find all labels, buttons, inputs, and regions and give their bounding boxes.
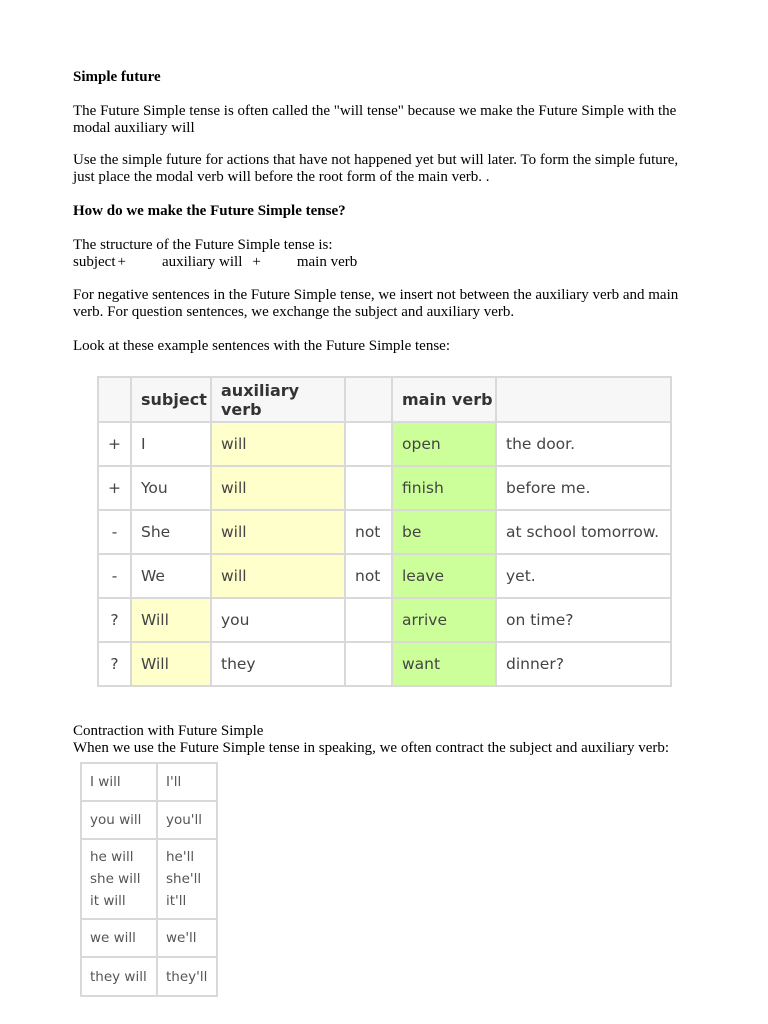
structure-plus-1: + [117, 254, 126, 270]
table-row [81, 919, 217, 957]
not-cell: not [345, 510, 392, 554]
rest-cell: before me. [496, 466, 671, 510]
auxiliary-cell: will [211, 422, 345, 466]
contraction-text: When we use the Future Simple tense in speaking, we often contract the subject and auxiliary verb: [73, 740, 670, 756]
table-row [81, 801, 217, 839]
sign-cell: - [98, 554, 131, 598]
auxiliary-cell: will [211, 510, 345, 554]
header-cell [496, 377, 671, 422]
negative-paragraph: For negative sentences in the Future Simple tense, we insert not between the auxiliary verb and main verb. For question sentences, we exchange the subject and auxiliary verb. [73, 287, 679, 320]
examples-intro: Look at these example sentences with the Future Simple tense: [73, 338, 450, 354]
structure-auxiliary: auxiliary will [161, 254, 243, 270]
table-row [81, 839, 217, 919]
rest-cell: the door. [496, 422, 671, 466]
table-row [98, 642, 671, 686]
contraction: she'll [166, 871, 202, 887]
contraction-cell [157, 957, 217, 996]
not-cell [345, 598, 392, 642]
not-cell [345, 422, 392, 466]
subject-cell: Will [131, 642, 211, 686]
contraction-cell [157, 763, 217, 801]
main-verb-cell: want [392, 642, 496, 686]
subject-cell: You [131, 466, 211, 510]
header-cell [345, 377, 392, 422]
contraction: I'll [166, 774, 182, 790]
table-row [98, 466, 671, 510]
auxiliary-cell: will [211, 554, 345, 598]
contraction-cell [157, 801, 217, 839]
subject-cell: I [131, 422, 211, 466]
full-form: they will [90, 968, 147, 985]
structure-plus-2: + [252, 254, 261, 270]
table-row [98, 422, 671, 466]
subject-cell: She [131, 510, 211, 554]
full-form-cell [81, 919, 157, 957]
subject-cell: We [131, 554, 211, 598]
full-form: he will [90, 849, 134, 865]
header-subject: subject [131, 377, 211, 422]
not-cell: not [345, 554, 392, 598]
structure-intro: The structure of the Future Simple tense is: [73, 237, 333, 253]
not-cell [345, 642, 392, 686]
full-form: we will [90, 930, 136, 946]
full-form: it will [90, 893, 126, 909]
auxiliary-cell: will [211, 466, 345, 510]
main-verb-cell: arrive [392, 598, 496, 642]
not-cell [345, 466, 392, 510]
full-form-cell [81, 957, 157, 996]
structure-formula [73, 254, 693, 271]
contraction-title: Contraction with Future Simple [73, 723, 264, 739]
sign-cell: + [98, 422, 131, 466]
contraction-table [80, 762, 218, 997]
header-main-verb: main verb [392, 377, 496, 422]
main-verb-cell: finish [392, 466, 496, 510]
full-form: you will [90, 812, 142, 828]
intro-paragraph-1: The Future Simple tense is often called the "will tense" because we make the Future Simple with the modal auxiliary will [73, 103, 677, 136]
subject-cell: Will [131, 598, 211, 642]
contraction: we'll [166, 930, 197, 946]
full-form: she will [90, 871, 141, 887]
contraction-cell [157, 839, 217, 919]
auxiliary-cell: you [211, 598, 345, 642]
table-row [81, 957, 217, 996]
full-form-cell [81, 801, 157, 839]
page-title: Simple future [73, 69, 161, 85]
section-heading: How do we make the Future Simple tense? [73, 203, 346, 219]
table-row [81, 763, 217, 801]
header-auxiliary-verb: auxiliary verb [211, 377, 345, 422]
example-table [97, 376, 672, 687]
contraction-cell [157, 919, 217, 957]
rest-cell: dinner? [496, 642, 671, 686]
full-form: I will [90, 774, 121, 790]
header-cell [98, 377, 131, 422]
contraction: you'll [166, 812, 203, 828]
contraction: he'll [166, 849, 195, 865]
sign-cell: ? [98, 642, 131, 686]
main-verb-cell: be [392, 510, 496, 554]
example-header-row [98, 377, 671, 422]
full-form-cell [81, 763, 157, 801]
sign-cell: - [98, 510, 131, 554]
sign-cell: ? [98, 598, 131, 642]
full-form-cell [81, 839, 157, 919]
main-verb-cell: open [392, 422, 496, 466]
table-row [98, 598, 671, 642]
table-row [98, 554, 671, 598]
sign-cell: + [98, 466, 131, 510]
auxiliary-cell: they [211, 642, 345, 686]
structure-main-verb: main verb [296, 254, 358, 270]
contraction: it'll [166, 893, 187, 909]
rest-cell: at school tomorrow. [496, 510, 671, 554]
structure-subject: subject [73, 254, 116, 270]
rest-cell: yet. [496, 554, 671, 598]
main-verb-cell: leave [392, 554, 496, 598]
contraction: they'll [166, 968, 208, 985]
table-row [98, 510, 671, 554]
intro-paragraph-2: Use the simple future for actions that have not happened yet but will later. To form the simple future, just place the modal verb will before the root form of the main verb. . [73, 152, 679, 185]
rest-cell: on time? [496, 598, 671, 642]
